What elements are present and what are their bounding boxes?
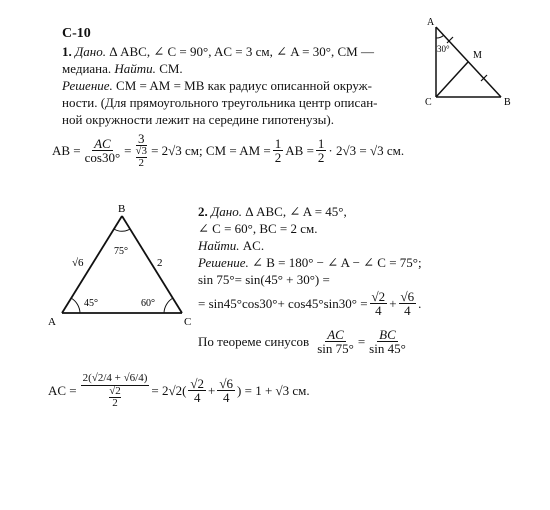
fraction-ac-sin75 (315, 328, 356, 355)
problem2-solution-line3 (198, 290, 421, 317)
fraction-ac-cos30 (83, 137, 123, 164)
problem1-solution-line3: ной окружности лежит на середине гипотенузы). (62, 112, 334, 127)
label-a: A (48, 316, 56, 328)
problem2-number: 2. (198, 204, 208, 219)
final-mid: = 2√2( (151, 382, 187, 398)
fraction-numerator: √2 (190, 376, 205, 391)
nested-denominator: 2 (112, 397, 118, 409)
fraction-root6-over-4 (399, 290, 417, 317)
plus-sign: + (208, 382, 216, 398)
label-a: A (427, 17, 435, 28)
fraction-denominator: cos30° (84, 150, 121, 165)
page-title: С-10 (62, 26, 91, 41)
fraction-denominator: 2 (274, 150, 282, 165)
problem2-solution-line1 (198, 255, 422, 271)
fraction-numerator: 3 (138, 131, 145, 146)
eq-result2: · 2√3 = √3 см. (328, 142, 405, 158)
fraction-denominator (107, 386, 123, 409)
angle-a-arc (436, 35, 444, 38)
median-cm (436, 62, 468, 97)
nested-numerator: √3 (135, 145, 148, 157)
eq-ab: AB = (52, 142, 81, 158)
problem1-triangle-figure (415, 10, 520, 110)
fraction-one-half (273, 137, 284, 164)
problem2-find-text: AC. (242, 238, 265, 253)
label-angle-b: 75° (114, 246, 128, 257)
fraction-numerator: BC (379, 327, 396, 342)
label-side-ab: √6 (72, 257, 84, 269)
fraction-denominator: 4 (193, 390, 201, 405)
period: . (418, 295, 422, 311)
eq-sign: = (124, 142, 132, 158)
problem1-given-label: Дано. (75, 44, 106, 59)
problem2-given-label: Дано. (211, 204, 242, 219)
fraction-root6-over-4 (217, 377, 235, 404)
eq-sign: = (357, 333, 366, 349)
problem2-given-text: Δ ABC, ∠ A = 45°, (245, 204, 347, 219)
label-angle-30: 30° (437, 44, 450, 54)
fraction-denominator: sin 75° (317, 341, 354, 356)
plus-sign: + (389, 295, 397, 311)
problem1-solution-line1 (62, 78, 372, 94)
angle-c-arc (164, 298, 173, 313)
label-b: B (118, 203, 126, 215)
fraction-numerator: AC (94, 136, 111, 151)
label-side-bc: 2 (157, 257, 163, 269)
problem2-triangle-figure (44, 198, 204, 333)
problem1-solution-text1: CM = AM = MB как радиус описанной окруж- (116, 78, 372, 93)
final-ac: AC = (48, 382, 77, 398)
label-c: C (184, 316, 192, 328)
problem1-find-text: CM. (159, 61, 183, 76)
final-result: ) = 1 + √3 см. (237, 382, 310, 398)
problem1-equation (52, 132, 404, 169)
fraction-root2-over-4 (370, 290, 388, 317)
problem1-find-line (62, 61, 183, 77)
problem2-given-line2: ∠ C = 60°, BC = 2 см. (198, 221, 318, 236)
problem2-solution-text1: ∠ B = 180° − ∠ A − ∠ C = 75°; (252, 255, 422, 270)
fraction-numerator: 2(√2/4 + √6/4) (82, 372, 148, 384)
fraction-one-half-2 (316, 137, 327, 164)
fraction-numerator: 1 (274, 136, 282, 151)
problem1-median-text: медиана. (62, 61, 112, 76)
sine-law-line (198, 328, 410, 355)
angle-b-arc (114, 229, 130, 231)
problem1-given-line (62, 44, 374, 60)
sin-expansion: = sin45°cos30°+ cos45°sin30° = (198, 295, 368, 311)
fraction-numerator: AC (327, 327, 344, 342)
problem1-solution-line2: ности. (Для прямоугольного треугольника центр описан- (62, 95, 378, 110)
problem1-solution-label: Решение. (62, 78, 113, 93)
problem1-number: 1. (62, 44, 72, 59)
fraction-denominator: sin 45° (369, 341, 406, 356)
fraction-denominator: 4 (404, 303, 411, 318)
problem2-given-line (198, 204, 347, 220)
problem2-solution-label: Решение. (198, 255, 249, 270)
fraction-numerator: 1 (317, 136, 325, 151)
fraction-big (81, 372, 150, 409)
nested-denominator: 2 (138, 157, 145, 169)
fraction-bc-sin45 (367, 328, 408, 355)
angle-a-arc (71, 298, 80, 313)
label-angle-a: 45° (84, 298, 98, 309)
problem2-find-line (198, 238, 264, 254)
fraction-numerator: √2 (371, 289, 386, 304)
label-c: C (425, 97, 432, 108)
problem1-find-label: Найти. (114, 61, 156, 76)
nested-numerator: √2 (109, 385, 121, 397)
problem2-find-label: Найти. (198, 238, 240, 253)
eq-result1: = 2√3 см; CM = AM = (151, 142, 271, 158)
sine-law-text: По теореме синусов (198, 333, 310, 349)
problem1-given-text: Δ ABC, ∠ C = 90°, AC = 3 см, ∠ A = 30°, CM — (109, 44, 374, 59)
fraction-numerator: √6 (400, 289, 415, 304)
fraction-root2-over-4 (188, 377, 206, 404)
fraction-denominator: 2 (317, 150, 325, 165)
fraction-numerator: √6 (219, 376, 234, 391)
label-angle-c: 60° (141, 298, 155, 309)
label-m: M (473, 50, 482, 61)
fraction-denominator (134, 146, 150, 169)
eq-ab2: AB = (285, 142, 314, 158)
problem2-solution-line2: sin 75°= sin(45° + 30°) = (198, 272, 330, 287)
fraction-denominator: 4 (222, 390, 230, 405)
final-answer-line (48, 372, 310, 409)
fraction-3-over-root3-half (134, 132, 150, 169)
fraction-denominator: 4 (375, 303, 382, 318)
label-b: B (504, 97, 511, 108)
